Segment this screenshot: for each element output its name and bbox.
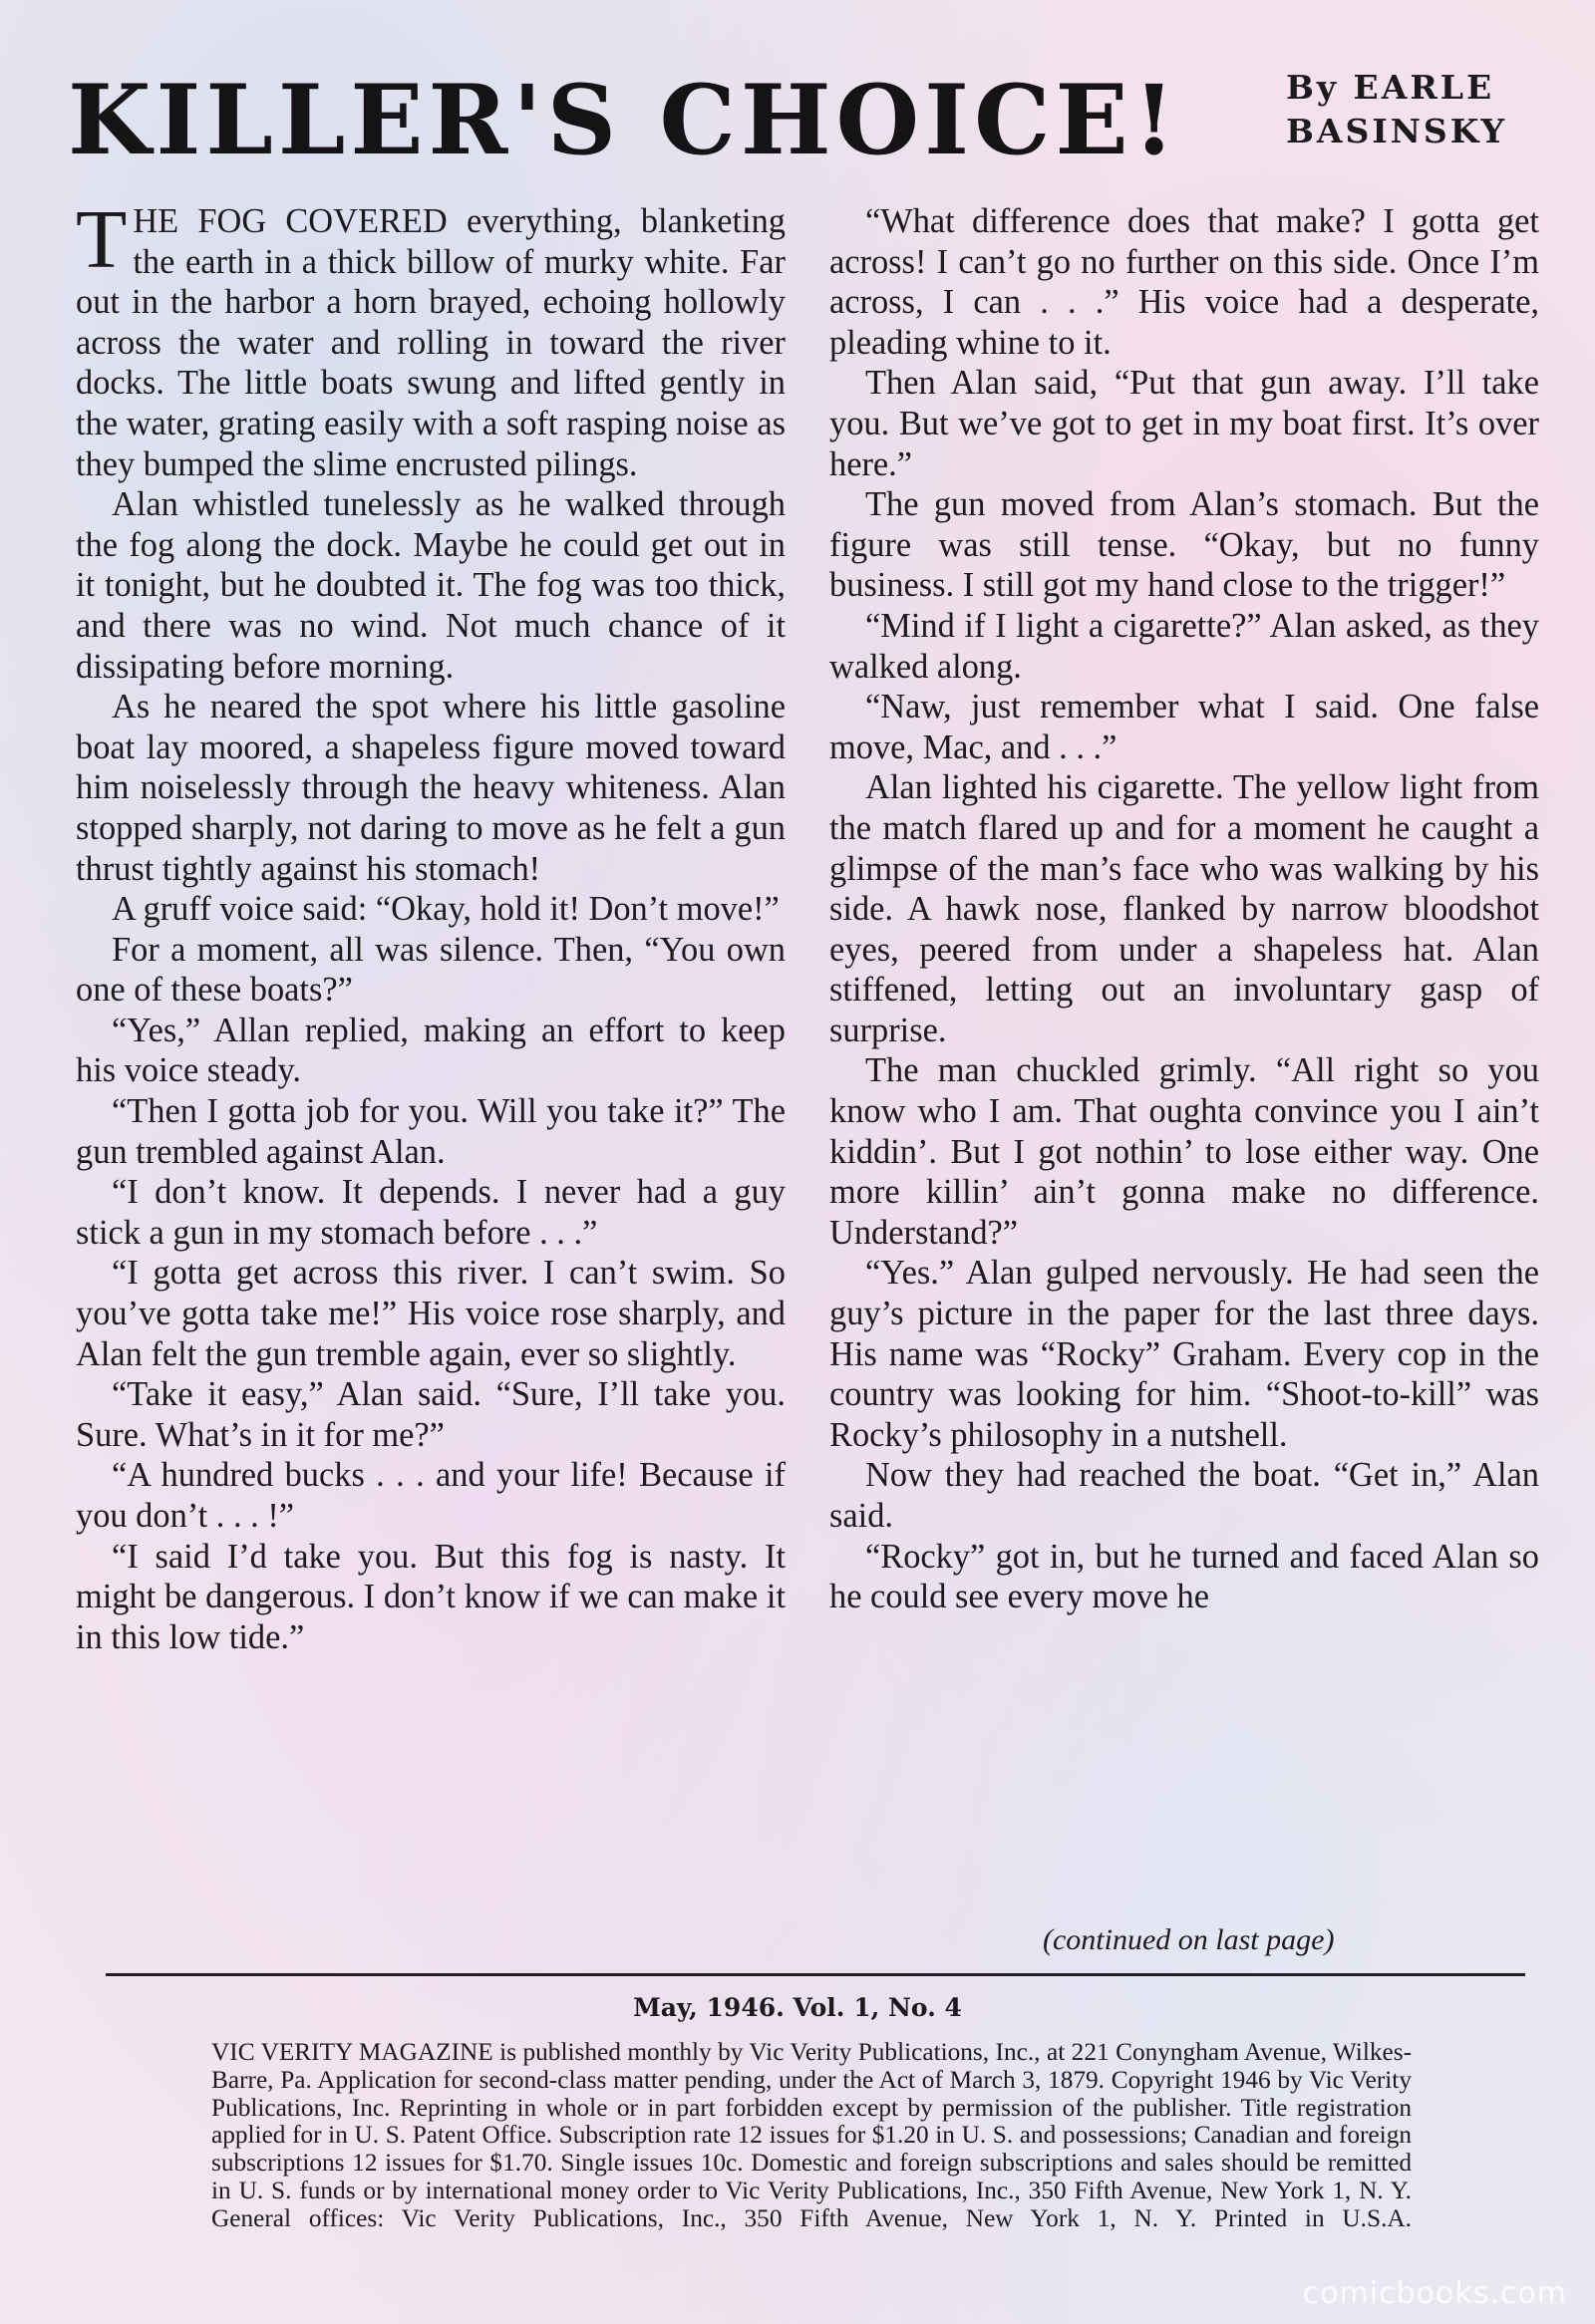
- story-title: KILLER'S CHOICE!: [68, 64, 1180, 176]
- story-paragraph: A gruff voice said: “Okay, hold it! Don’t move!”: [112, 890, 780, 929]
- continued-note: (continued on last page): [1043, 1923, 1335, 1956]
- story-paragraph: “I said I’d take you. But this fog is nasty. It might be dangerous. I don’t know if we can make it in this low tide.”: [76, 1537, 786, 1656]
- story-paragraph: “Rocky” got in, but he turned and faced Alan so he could see every move he: [829, 1537, 1539, 1616]
- story-paragraph: “What difference does that make? I gotta get across! I can’t go no further on this side. Once I’m across, I can . . .” His voice had a desperate, pleading whine to it.: [829, 202, 1539, 362]
- publication-info: VIC VERITY MAGAZINE is published monthly by Vic Verity Publications, Inc., at 221 Conyngham Avenue, Wilkes-Barre, Pa. Application for second-class matter pending, under the Act of March 3, 1879. Copyright 1946 by Vic Verity Publications, Inc. Reprinting in whole or in part forbidden except by permission of the publisher. Title registration applied for in U. S. Patent Office. Subscription rate 12 issues for $1.20 in U. S. and possessions; Canadian and foreign subscriptions 12 issues for $1.70. Single issues 10c. Domestic and foreign subscriptions and sales should be remitted in U. S. funds or by international money order to Vic Verity Publications, Inc., 350 Fifth Avenue, New York 1, N. Y. General offices: Vic Verity Publications, Inc., 350 Fifth Avenue, New York 1, N. Y. Printed in U.S.A.: [211, 2038, 1412, 2232]
- story-paragraph: “Yes,” Allan replied, making an effort to keep his voice steady.: [76, 1011, 786, 1090]
- story-paragraph: “Mind if I light a cigarette?” Alan asked, as they walked along.: [829, 606, 1539, 686]
- story-paragraph: Now they had reached the boat. “Get in,” Alan said.: [829, 1456, 1539, 1535]
- drop-cap: T: [76, 193, 128, 286]
- story-paragraph: “Naw, just remember what I said. One false move, Mac, and . . .”: [829, 688, 1539, 766]
- story-paragraph: THE FOG COVERED everything, blanketing the earth in a thick billow of murky white. Far out in the harbor a horn brayed, echoing hollowly across the water and rolling in toward the river docks. The little boats swung and lifted gently in the water, grating easily with a soft rasping noise as they bumped the slime encrusted pilings.: [76, 193, 786, 483]
- byline-line-2: BASINSKY: [1286, 112, 1508, 150]
- story-paragraph: As he neared the spot where his little gasoline boat lay moored, a shapeless figure moved toward him noiselessly through the heavy whiteness. Alan stopped sharply, not daring to move as he felt a gun thrust tightly against his stomach!: [76, 688, 786, 888]
- story-paragraph: The gun moved from Alan’s stomach. But the figure was still tense. “Okay, but no funny business. I still got my hand close to the trigger!”: [829, 485, 1539, 605]
- story-paragraph: For a moment, all was silence. Then, “You own one of these boats?”: [76, 930, 786, 1010]
- story-paragraph: “I don’t know. It depends. I never had a guy stick a gun in my stomach before . . .”: [76, 1173, 786, 1252]
- divider: [106, 1973, 1525, 1976]
- story-paragraph: Alan whistled tunelessly as he walked through the fog along the dock. Maybe he could get out in it tonight, but he doubted it. The fog was too thick, and there was no wind. Not much chance of it dissipating before morning.: [76, 485, 786, 686]
- byline: [1286, 66, 1507, 153]
- story-paragraph: The man chuckled grimly. “All right so you know who I am. That oughta convince you I ain’t kiddin’. But I got nothin’ to lose either way. One more killin’ ain’t gonna make no difference. Understand?”: [829, 1051, 1539, 1252]
- story-paragraph: “A hundred bucks . . . and your life! Because if you don’t . . . !”: [76, 1456, 786, 1535]
- story-paragraph: “Then I gotta job for you. Will you take it?” The gun trembled against Alan.: [76, 1092, 786, 1171]
- byline-line-1: By EARLE: [1286, 68, 1495, 107]
- story-paragraph: “Yes.” Alan gulped nervously. He had seen the guy’s picture in the paper for the last three days. His name was “Rocky” Graham. Every cop in the country was looking for him. “Shoot-to-kill” was Rocky’s philosophy in a nutshell.: [829, 1254, 1539, 1454]
- story-paragraph: Alan lighted his cigarette. The yellow light from the match flared up and for a moment he caught a glimpse of the man’s face who was walking by his side. A hawk nose, flanked by narrow bloodshot eyes, peered from under a shapeless hat. Alan stiffened, letting out an involuntary gasp of surprise.: [829, 768, 1539, 1049]
- story-body: [76, 193, 1539, 1657]
- story-paragraph: “Take it easy,” Alan said. “Sure, I’ll take you. Sure. What’s in it for me?”: [76, 1375, 786, 1454]
- watermark: comicbooks.com: [1302, 2276, 1567, 2311]
- story-header: [68, 62, 1529, 181]
- story-paragraph: Then Alan said, “Put that gun away. I’ll take you. But we’ve got to get in my boat first. It’s over here.”: [829, 364, 1539, 483]
- issue-line: May, 1946. Vol. 1, No. 4: [633, 1993, 962, 2022]
- story-paragraph: “I gotta get across this river. I can’t swim. So you’ve gotta take me!” His voice rose sharply, and Alan felt the gun tremble again, ever so slightly.: [76, 1254, 786, 1373]
